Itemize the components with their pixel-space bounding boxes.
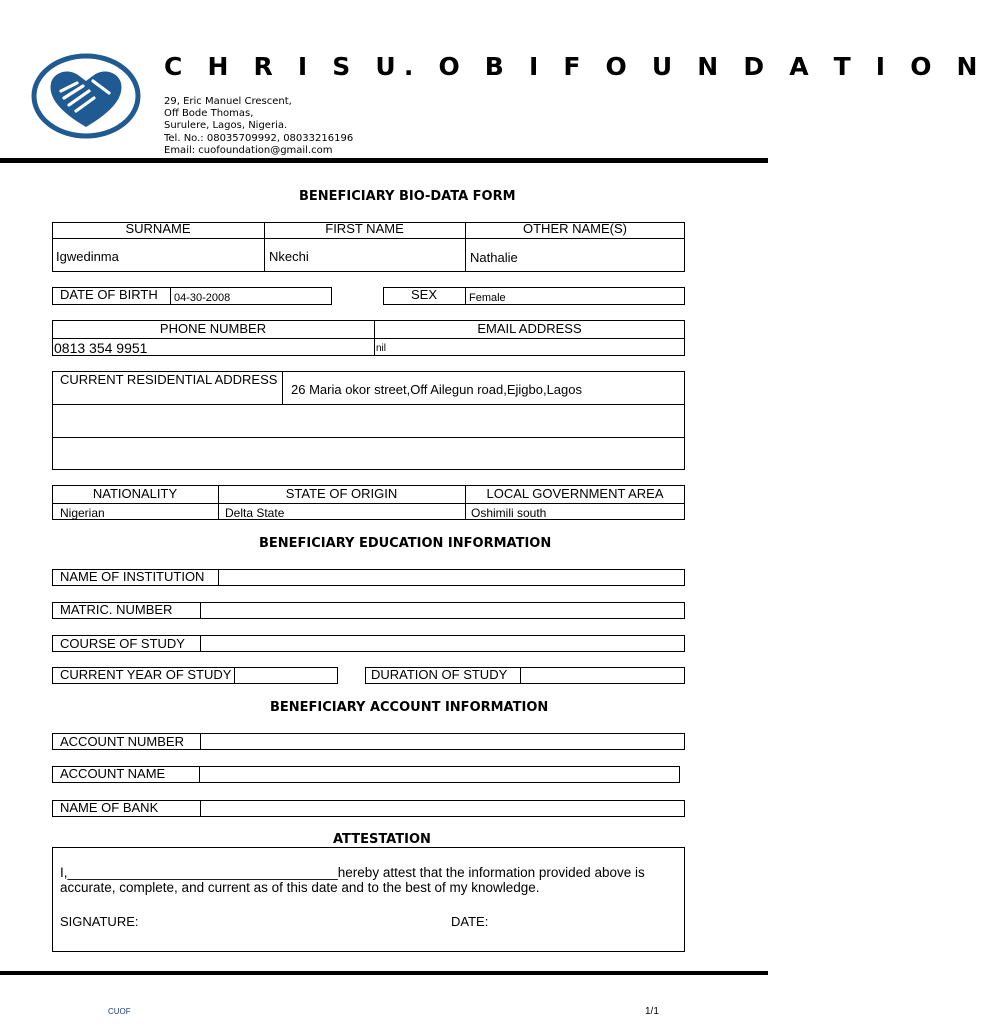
organization-address bbox=[164, 96, 353, 157]
first-name-label: FIRST NAME bbox=[325, 221, 404, 236]
signature-label: SIGNATURE: bbox=[60, 914, 139, 929]
surname-label: SURNAME bbox=[125, 221, 191, 236]
institution-field[interactable] bbox=[219, 570, 684, 585]
state-of-origin-label: STATE OF ORIGIN bbox=[285, 486, 398, 501]
account-number-label: ACCOUNT NUMBER bbox=[60, 734, 184, 749]
surname-field[interactable]: Igwedinma bbox=[56, 249, 119, 264]
matric-field[interactable] bbox=[201, 603, 684, 618]
sex-label: SEX bbox=[410, 287, 437, 302]
address-field[interactable]: 26 Maria okor street,Off Ailegun road,Ejigbo,Lagos bbox=[291, 382, 582, 397]
grid-line bbox=[170, 287, 171, 305]
attestation-statement-line2: accurate, complete, and current as of this date and to the best of my knowledge. bbox=[60, 880, 540, 895]
organization-name: C H R I S U. O B I F O U N D A T I O N bbox=[164, 52, 986, 81]
page-number: 1/1 bbox=[645, 1006, 659, 1017]
duration-field[interactable] bbox=[521, 668, 684, 683]
account-name-field[interactable] bbox=[200, 767, 679, 782]
date-field[interactable] bbox=[495, 912, 675, 932]
account-name-label: ACCOUNT NAME bbox=[60, 766, 166, 781]
nationality-field[interactable]: Nigerian bbox=[60, 506, 105, 520]
other-names-label: OTHER NAME(S) bbox=[523, 221, 627, 236]
address-line: Off Bode Thomas, bbox=[164, 108, 254, 120]
signature-field[interactable] bbox=[145, 912, 425, 932]
first-name-field[interactable]: Nkechi bbox=[269, 249, 309, 264]
grid-line bbox=[52, 503, 685, 504]
footer-org-abbrev: CUOF bbox=[108, 1007, 131, 1016]
address-line: 29, Eric Manuel Crescent, bbox=[164, 96, 292, 107]
address-line-2-field[interactable] bbox=[53, 405, 684, 436]
phone-label: PHONE NUMBER bbox=[159, 321, 267, 336]
attestation-box bbox=[52, 847, 685, 952]
grid-line bbox=[52, 238, 685, 239]
lga-field[interactable]: Oshimili south bbox=[471, 506, 547, 520]
bank-field[interactable] bbox=[201, 801, 684, 816]
grid-line bbox=[465, 287, 466, 305]
account-number-field[interactable] bbox=[201, 734, 684, 749]
year-of-study-field[interactable] bbox=[235, 668, 337, 683]
institution-label: NAME OF INSTITUTION bbox=[60, 569, 205, 584]
state-of-origin-field[interactable]: Delta State bbox=[225, 506, 285, 520]
lga-label: LOCAL GOVERNMENT AREA bbox=[486, 486, 664, 501]
other-names-field[interactable]: Nathalie bbox=[470, 250, 518, 265]
account-section-title: BENEFICIARY ACCOUNT INFORMATION bbox=[270, 700, 549, 715]
year-of-study-label: CURRENT YEAR OF STUDY bbox=[60, 667, 232, 682]
matric-label: MATRIC. NUMBER bbox=[60, 602, 173, 617]
email-field[interactable]: nil bbox=[376, 343, 387, 354]
date-label: DATE: bbox=[451, 914, 489, 929]
biodata-form-title: BENEFICIARY BIO-DATA FORM bbox=[299, 189, 516, 204]
phone-field[interactable]: 0813 354 9951 bbox=[54, 340, 148, 356]
duration-label: DURATION OF STUDY bbox=[371, 667, 508, 682]
handshake-heart-icon bbox=[31, 53, 141, 139]
attestation-statement-line1: I,____________________________________hereby attest that the information provided above is bbox=[60, 865, 645, 880]
nationality-label: NATIONALITY bbox=[92, 486, 178, 501]
address-line-3-field[interactable] bbox=[53, 438, 684, 469]
course-label: COURSE OF STUDY bbox=[60, 636, 185, 651]
foundation-logo bbox=[31, 53, 141, 139]
grid-line bbox=[282, 371, 283, 404]
email-label: EMAIL ADDRESS bbox=[477, 321, 582, 336]
sex-field[interactable]: Female bbox=[469, 292, 506, 304]
dob-label: DATE OF BIRTH bbox=[60, 287, 158, 302]
grid-line bbox=[52, 338, 685, 339]
attestation-title: ATTESTATION bbox=[333, 832, 431, 847]
email-line: Email: cuofoundation@gmail.com bbox=[164, 144, 333, 156]
bank-label: NAME OF BANK bbox=[60, 800, 159, 815]
dob-field[interactable]: 04-30-2008 bbox=[174, 292, 231, 304]
address-line: Surulere, Lagos, Nigeria. bbox=[164, 120, 288, 132]
phone-line: Tel. No.: 08035709992, 08033216196 bbox=[164, 132, 354, 144]
footer-divider bbox=[0, 971, 768, 975]
course-field[interactable] bbox=[201, 636, 684, 651]
header-divider bbox=[0, 158, 768, 163]
address-label: CURRENT RESIDENTIAL ADDRESS bbox=[60, 372, 278, 387]
education-section-title: BENEFICIARY EDUCATION INFORMATION bbox=[259, 536, 552, 551]
